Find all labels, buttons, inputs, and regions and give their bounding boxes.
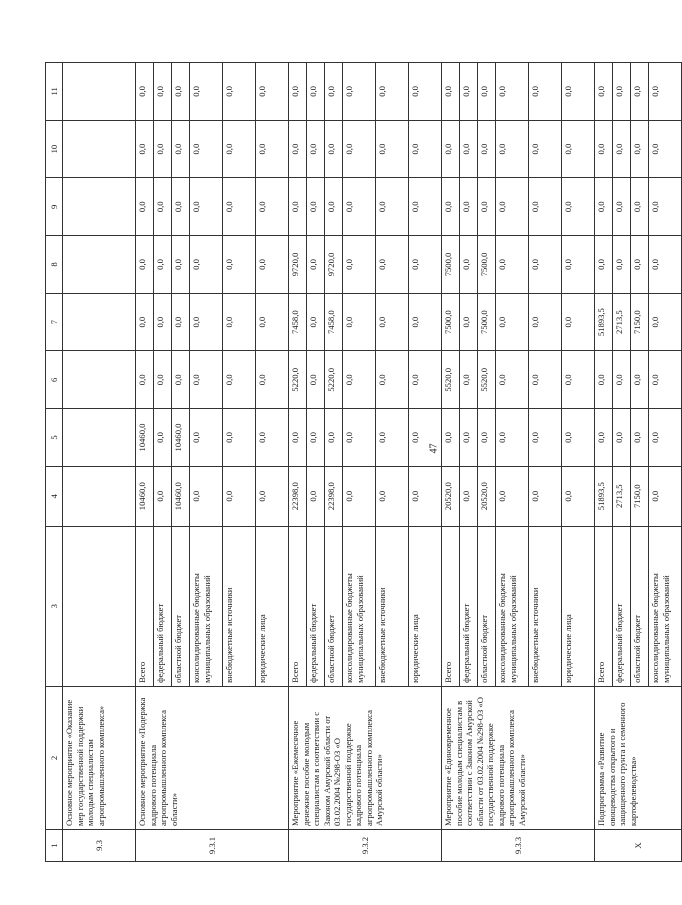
value-cell: 0,0 [307,120,325,178]
table-row [442,63,460,862]
value-cell: 0,0 [343,178,376,236]
value-cell: 0,0 [223,293,256,351]
value-cell: 0,0 [190,409,223,467]
value-cell: 0,0 [631,120,649,178]
value-cell: 0,0 [649,63,682,121]
funding-source: юридические лица [256,526,289,686]
value-cell: 0,0 [325,120,343,178]
value-cell: 0,0 [460,63,478,121]
value-cell: 0,0 [154,120,172,178]
value-cell: 22398,0 [325,466,343,526]
value-cell: 0,0 [409,466,442,526]
value-cell: 0,0 [613,409,631,467]
budget-table [45,62,682,862]
value-cell: 10460,0 [172,409,190,467]
value-cell: 9720,0 [289,236,307,294]
value-cell: 0,0 [136,351,154,409]
value-cell: 0,0 [496,351,529,409]
value-cell: 0,0 [343,120,376,178]
value-cell: 0,0 [190,120,223,178]
value-cell: 0,0 [307,63,325,121]
value-cell: 0,0 [307,293,325,351]
value-cell: 0,0 [190,178,223,236]
funding-source [63,526,136,686]
value-cell: 0,0 [223,466,256,526]
funding-source: юридические лица [409,526,442,686]
value-cell: 0,0 [496,409,529,467]
value-cell: 10460,0 [136,409,154,467]
page-number: 47 [428,443,440,454]
value-cell [63,466,136,526]
value-cell: 0,0 [562,120,595,178]
value-cell: 0,0 [460,178,478,236]
value-cell: 0,0 [172,236,190,294]
value-cell: 0,0 [307,466,325,526]
value-cell: 0,0 [136,178,154,236]
value-cell: 0,0 [307,351,325,409]
value-cell: 0,0 [442,120,460,178]
value-cell: 0,0 [442,63,460,121]
value-cell: 0,0 [478,120,496,178]
value-cell: 0,0 [613,63,631,121]
value-cell: 0,0 [376,236,409,294]
value-cell: 0,0 [136,120,154,178]
value-cell: 0,0 [442,178,460,236]
value-cell: 0,0 [529,466,562,526]
value-cell: 7500,0 [442,236,460,294]
value-cell: 0,0 [409,236,442,294]
funding-source: Всего [289,526,307,686]
value-cell: 0,0 [409,120,442,178]
funding-source: консолидированные бюджеты муниципальных образований [190,526,223,686]
value-cell: 0,0 [307,236,325,294]
value-cell: 0,0 [223,236,256,294]
value-cell: 0,0 [649,236,682,294]
funding-source: областной бюджет [172,526,190,686]
value-cell [63,120,136,178]
value-cell: 0,0 [562,351,595,409]
table-row [63,63,136,862]
value-cell: 0,0 [256,409,289,467]
value-cell: 0,0 [649,351,682,409]
value-cell: 0,0 [256,351,289,409]
value-cell: 10460,0 [172,466,190,526]
value-cell: 0,0 [223,351,256,409]
row-number: 9.3.2 [289,829,442,861]
value-cell: 9720,0 [325,236,343,294]
value-cell: 0,0 [376,293,409,351]
value-cell: 0,0 [154,409,172,467]
funding-source: федеральный бюджет [460,526,478,686]
value-cell: 0,0 [529,236,562,294]
funding-source: федеральный бюджет [613,526,631,686]
value-cell: 0,0 [325,63,343,121]
value-cell: 2713,5 [613,466,631,526]
value-cell: 0,0 [442,409,460,467]
value-cell: 0,0 [376,120,409,178]
header-cell: 9 [46,178,63,236]
value-cell: 0,0 [289,178,307,236]
value-cell: 0,0 [376,466,409,526]
row-number: 9.3 [63,829,136,861]
funding-source: областной бюджет [631,526,649,686]
value-cell: 0,0 [376,351,409,409]
value-cell: 0,0 [529,178,562,236]
measure-name: Основное мероприятие «Подержка кадрового потенциала агропромышленного комплекса области» [136,686,289,829]
value-cell: 0,0 [613,120,631,178]
value-cell: 0,0 [613,236,631,294]
value-cell: 7150,0 [631,293,649,351]
value-cell: 0,0 [460,409,478,467]
value-cell: 0,0 [529,293,562,351]
value-cell: 0,0 [613,351,631,409]
value-cell: 0,0 [154,178,172,236]
value-cell: 0,0 [343,351,376,409]
value-cell: 0,0 [478,63,496,121]
value-cell: 0,0 [496,178,529,236]
funding-source: Всего [442,526,460,686]
value-cell: 0,0 [325,409,343,467]
value-cell [63,351,136,409]
funding-source: внебюджетные источники [376,526,409,686]
header-cell: 4 [46,466,63,526]
value-cell: 0,0 [223,409,256,467]
measure-name: Мероприятие «Ежемесячное денежное пособие молодым специалистам в соответствии с Законом Амурской области от 03.02.2004 №298-ОЗ «О государственной поддержке кадрового потенциала агропромышленного комплекса Амурской области» [289,686,442,829]
value-cell: 2713,5 [613,293,631,351]
value-cell: 0,0 [409,63,442,121]
value-cell: 0,0 [154,466,172,526]
value-cell: 0,0 [496,120,529,178]
value-cell: 0,0 [649,178,682,236]
value-cell: 51893,5 [595,293,613,351]
value-cell: 0,0 [223,120,256,178]
value-cell: 0,0 [343,236,376,294]
value-cell: 0,0 [631,236,649,294]
value-cell: 0,0 [631,409,649,467]
table-row [595,63,613,862]
value-cell: 0,0 [460,466,478,526]
value-cell [63,293,136,351]
value-cell: 0,0 [256,293,289,351]
header-cell: 8 [46,236,63,294]
value-cell: 0,0 [595,351,613,409]
header-cell: 1 [46,829,63,861]
value-cell: 0,0 [595,236,613,294]
value-cell: 0,0 [289,63,307,121]
value-cell: 0,0 [154,293,172,351]
value-cell: 0,0 [595,63,613,121]
row-number: 9.3.1 [136,829,289,861]
value-cell [63,178,136,236]
value-cell: 0,0 [529,120,562,178]
value-cell: 0,0 [256,178,289,236]
value-cell: 0,0 [136,293,154,351]
value-cell: 7458,0 [325,293,343,351]
value-cell: 0,0 [562,409,595,467]
value-cell: 0,0 [376,63,409,121]
funding-source: консолидированные бюджеты муниципальных образований [649,526,682,686]
funding-source: областной бюджет [478,526,496,686]
value-cell: 7500,0 [478,236,496,294]
value-cell: 0,0 [256,236,289,294]
measure-name: Подпрограмма «Развитие овощеводства открытого и защищенного грунта и семенного картофелеводства» [595,686,682,829]
value-cell: 0,0 [631,63,649,121]
value-cell: 0,0 [256,63,289,121]
value-cell: 0,0 [154,351,172,409]
value-cell: 0,0 [631,351,649,409]
value-cell [63,63,136,121]
funding-source: внебюджетные источники [529,526,562,686]
value-cell: 0,0 [172,63,190,121]
table-row [289,63,307,862]
header-cell: 6 [46,351,63,409]
value-cell: 0,0 [649,120,682,178]
header-cell: 2 [46,686,63,829]
value-cell: 0,0 [376,178,409,236]
value-cell: 0,0 [562,178,595,236]
value-cell: 0,0 [460,236,478,294]
value-cell [63,409,136,467]
value-cell: 0,0 [562,293,595,351]
value-cell: 0,0 [649,466,682,526]
value-cell: 0,0 [613,178,631,236]
value-cell: 0,0 [460,351,478,409]
funding-source: областной бюджет [325,526,343,686]
value-cell: 0,0 [562,236,595,294]
measure-name: Основное мероприятие «Оказание мер государственной поддержки молодым специалистам агропромышленного комплекса» [63,686,136,829]
value-cell: 0,0 [529,351,562,409]
funding-source: юридические лица [562,526,595,686]
value-cell: 0,0 [190,293,223,351]
funding-source: консолидированные бюджеты муниципальных образований [343,526,376,686]
value-cell: 0,0 [562,63,595,121]
value-cell: 0,0 [190,236,223,294]
rotated-table-container [45,62,671,862]
value-cell: 0,0 [343,293,376,351]
funding-source: федеральный бюджет [307,526,325,686]
value-cell: 7500,0 [442,293,460,351]
table-header-row [46,63,63,862]
row-number: 9.3.3 [442,829,595,861]
value-cell: 5520,0 [478,351,496,409]
value-cell: 0,0 [289,409,307,467]
value-cell: 0,0 [172,178,190,236]
value-cell: 0,0 [343,63,376,121]
header-cell: 7 [46,293,63,351]
value-cell: 0,0 [460,120,478,178]
header-cell: 5 [46,409,63,467]
value-cell: 0,0 [562,466,595,526]
value-cell: 0,0 [256,466,289,526]
value-cell: 0,0 [223,63,256,121]
value-cell: 7458,0 [289,293,307,351]
header-cell: 10 [46,120,63,178]
value-cell: 0,0 [223,178,256,236]
header-cell: 11 [46,63,63,121]
value-cell: 0,0 [649,409,682,467]
value-cell: 0,0 [409,409,442,467]
value-cell: 0,0 [460,293,478,351]
value-cell: 0,0 [154,236,172,294]
funding-source: Всего [136,526,154,686]
value-cell: 7500,0 [478,293,496,351]
value-cell: 0,0 [496,293,529,351]
row-number: X [595,829,682,861]
value-cell: 0,0 [136,236,154,294]
value-cell: 0,0 [478,178,496,236]
value-cell: 22398,0 [289,466,307,526]
value-cell: 0,0 [631,178,649,236]
value-cell: 0,0 [136,63,154,121]
header-cell: 3 [46,526,63,686]
value-cell: 0,0 [496,236,529,294]
value-cell: 5220,0 [289,351,307,409]
value-cell: 0,0 [172,120,190,178]
value-cell: 0,0 [376,409,409,467]
value-cell: 0,0 [256,120,289,178]
value-cell: 0,0 [478,409,496,467]
value-cell: 5520,0 [442,351,460,409]
funding-source: консолидированные бюджеты муниципальных образований [496,526,529,686]
value-cell: 0,0 [154,63,172,121]
value-cell: 0,0 [325,178,343,236]
value-cell: 0,0 [190,466,223,526]
value-cell: 0,0 [496,63,529,121]
funding-source: внебюджетные источники [223,526,256,686]
funding-source: Всего [595,526,613,686]
value-cell: 0,0 [190,351,223,409]
table-row [136,63,154,862]
value-cell: 0,0 [409,351,442,409]
value-cell: 0,0 [529,63,562,121]
value-cell: 0,0 [409,293,442,351]
value-cell: 0,0 [649,293,682,351]
value-cell: 0,0 [172,351,190,409]
value-cell: 0,0 [307,409,325,467]
value-cell: 20520,0 [478,466,496,526]
value-cell: 0,0 [595,120,613,178]
value-cell: 0,0 [409,178,442,236]
value-cell: 0,0 [595,409,613,467]
value-cell: 0,0 [172,293,190,351]
value-cell: 0,0 [289,120,307,178]
value-cell: 0,0 [343,466,376,526]
funding-source: федеральный бюджет [154,526,172,686]
value-cell: 10460,0 [136,466,154,526]
table-body [46,63,682,862]
value-cell [63,236,136,294]
value-cell: 0,0 [190,63,223,121]
value-cell: 51893,5 [595,466,613,526]
value-cell: 7150,0 [631,466,649,526]
measure-name: Мероприятие «Единовременное пособие молодым специалистам в соответствии с Законом Амурской области от 03.02.2004 №298-ОЗ «О государственной поддержке кадрового потенциала агропромышленного комплекса Амурской области» [442,686,595,829]
value-cell: 0,0 [496,466,529,526]
value-cell: 20520,0 [442,466,460,526]
value-cell: 0,0 [529,409,562,467]
value-cell: 0,0 [343,409,376,467]
value-cell: 0,0 [307,178,325,236]
value-cell: 0,0 [595,178,613,236]
value-cell: 5220,0 [325,351,343,409]
